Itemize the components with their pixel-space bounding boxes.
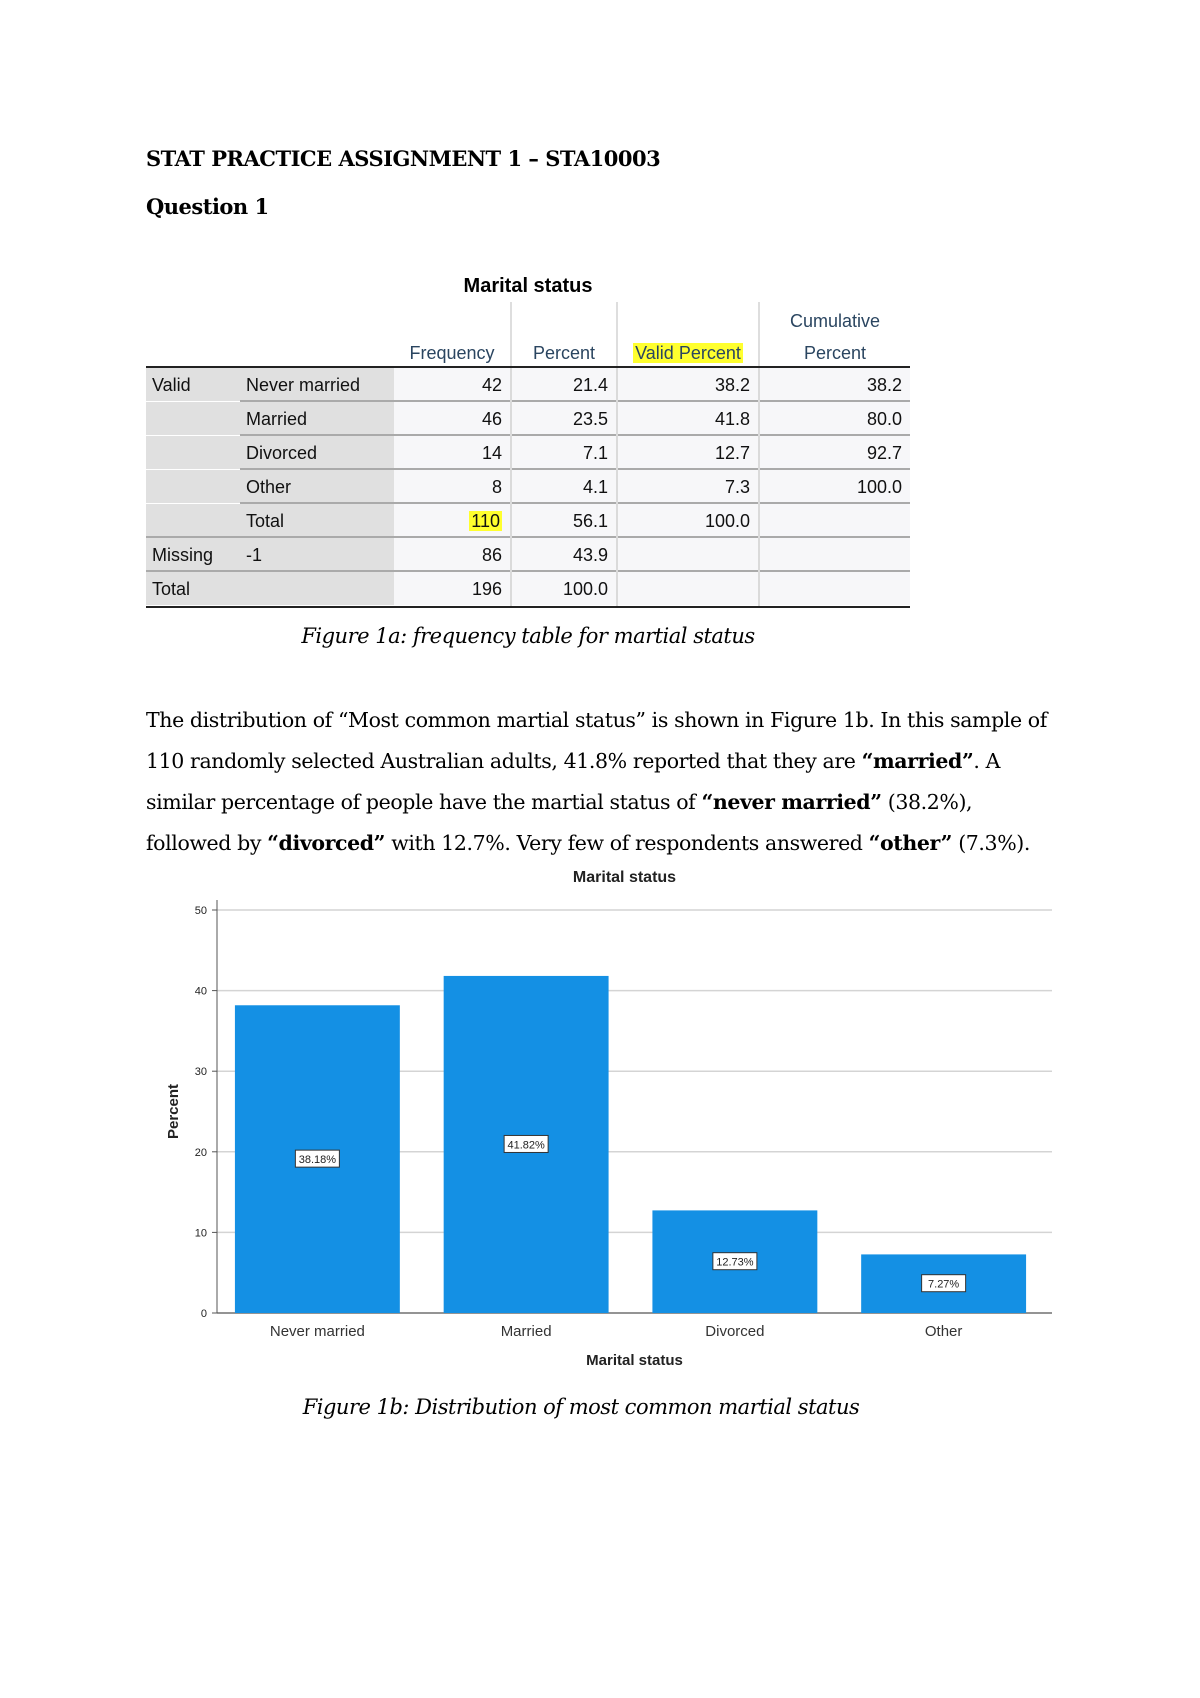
- cell-valid-percent: 100.0: [618, 504, 758, 537]
- chart-title: Marital status: [572, 869, 677, 886]
- header-valid-percent: Valid Percent: [635, 343, 741, 363]
- cell-percent: 4.1: [512, 470, 616, 503]
- cell-valid-percent: [618, 572, 758, 605]
- table-header: [146, 302, 910, 368]
- x-tick-label: Other: [924, 1323, 963, 1340]
- table-row: [146, 368, 910, 402]
- table-row: [146, 402, 910, 436]
- cell-cumulative: 92.7: [760, 436, 910, 469]
- cell-frequency: 42: [394, 368, 510, 401]
- cell-frequency: 8: [394, 470, 510, 503]
- cell-percent: 56.1: [512, 504, 616, 537]
- cell-cumulative: 100.0: [760, 470, 910, 503]
- table-row: [146, 538, 910, 572]
- cell-frequency: 86: [394, 538, 510, 571]
- cell-valid-percent: 7.3: [618, 470, 758, 503]
- figure-1a-caption: Figure 1a: frequency table for martial status: [301, 624, 755, 648]
- table-row: [146, 572, 910, 608]
- row-label: [240, 572, 394, 605]
- group-label-missing: Missing: [146, 538, 240, 571]
- data-label: 38.18%: [298, 1154, 337, 1167]
- header-percent: Percent: [532, 343, 596, 363]
- table-row: [146, 436, 910, 470]
- row-label: Never married: [240, 368, 394, 401]
- table-row: [146, 504, 910, 538]
- header-cumulative-line1: Cumulative: [789, 311, 881, 331]
- table-title: Marital status: [463, 275, 593, 297]
- cell-valid-percent: [618, 538, 758, 571]
- group-label-valid: Valid: [146, 368, 240, 401]
- row-label: Married: [240, 402, 394, 435]
- cell-frequency: 14: [394, 436, 510, 469]
- y-tick-label: 40: [194, 985, 207, 998]
- row-label: Total: [240, 504, 394, 537]
- row-label: -1: [240, 538, 394, 571]
- table-body: [146, 368, 910, 608]
- y-tick-label: 20: [194, 1146, 207, 1159]
- cell-cumulative: 80.0: [760, 402, 910, 435]
- x-tick-label: Divorced: [705, 1323, 765, 1340]
- document-title: STAT PRACTICE ASSIGNMENT 1 – STA10003: [146, 146, 661, 171]
- cell-valid-percent: 41.8: [618, 402, 758, 435]
- x-tick-label: Married: [500, 1323, 552, 1340]
- cell-cumulative: [760, 504, 910, 537]
- x-axis-label: Marital status: [586, 1352, 683, 1369]
- y-tick-label: 30: [194, 1066, 207, 1079]
- y-tick-label: 0: [200, 1308, 207, 1320]
- frequency-table: [146, 302, 910, 608]
- cell-cumulative: 38.2: [760, 368, 910, 401]
- cell-percent: 21.4: [512, 368, 616, 401]
- cell-frequency: 46: [394, 402, 510, 435]
- row-label: Other: [240, 470, 394, 503]
- cell-valid-percent: 12.7: [618, 436, 758, 469]
- cell-cumulative: [760, 538, 910, 571]
- cell-valid-percent: 38.2: [618, 368, 758, 401]
- figure-1b-caption: Figure 1b: Distribution of most common martial status: [302, 1395, 860, 1419]
- data-label: 12.73%: [716, 1256, 754, 1269]
- question-label: Question 1: [146, 194, 269, 219]
- cell-percent: 43.9: [512, 538, 616, 571]
- data-label: 41.82%: [507, 1139, 545, 1152]
- header-cumulative-line2: Percent: [803, 343, 867, 363]
- row-label: Divorced: [240, 436, 394, 469]
- y-tick-label: 50: [194, 905, 207, 917]
- marital-status-bar-chart: [150, 860, 1070, 1380]
- cell-percent: 7.1: [512, 436, 616, 469]
- y-tick-label: 10: [194, 1227, 207, 1240]
- group-label-total: Total: [146, 572, 240, 605]
- header-frequency: Frequency: [409, 343, 495, 363]
- cell-frequency: 196: [394, 572, 510, 605]
- cell-cumulative: [760, 572, 910, 605]
- table-row: [146, 470, 910, 504]
- cell-percent: 100.0: [512, 572, 616, 605]
- cell-percent: 23.5: [512, 402, 616, 435]
- x-tick-label: Never married: [269, 1323, 365, 1340]
- y-axis-label: Percent: [165, 1083, 182, 1140]
- data-label: 7.27%: [928, 1278, 960, 1291]
- body-paragraph: The distribution of “Most common martial status” is shown in Figure 1b. In this sample of 110 randomly selected Australian adults, 41.8% reported that they are “married”. A similar percentage of people have the martial status of “never married” (38.2%), followed by “divorced” with 12.7%. Very few of respondents answered “other” (7.3%).: [146, 708, 1047, 855]
- cell-frequency: 110: [394, 504, 510, 537]
